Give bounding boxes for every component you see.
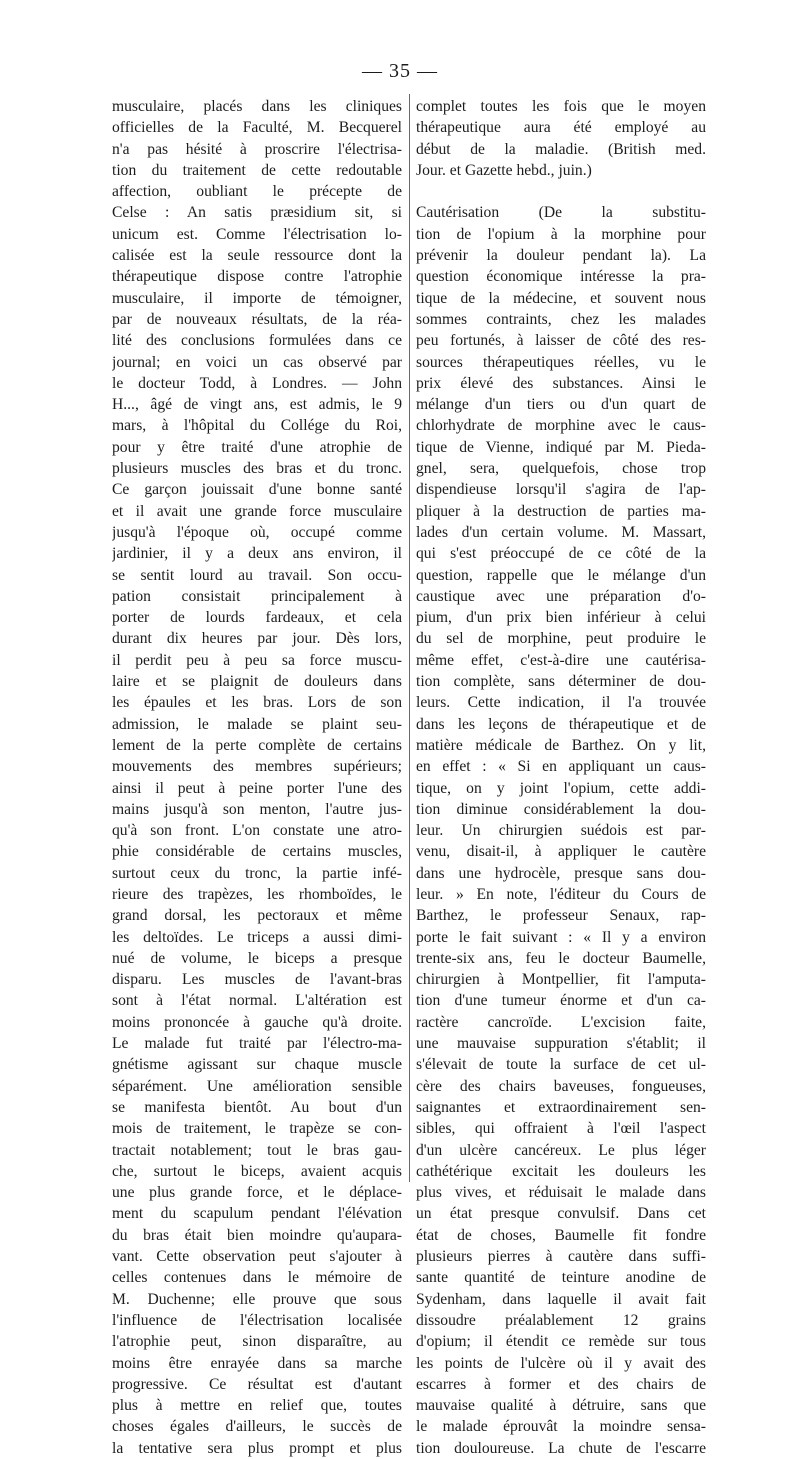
text-line: moins être enrayée dans sa marche	[112, 1354, 402, 1372]
text-line: la tentative sera plus prompt et plus	[112, 1439, 402, 1457]
text-line: tique de la médecine, et souvent nous	[416, 289, 706, 307]
text-line: sources thérapeutiques réelles, vu le	[416, 353, 706, 371]
text-line: un état presque convulsif. Dans cet	[416, 1205, 706, 1223]
text-line: moins prononcée à gauche qu'à droite.	[112, 1013, 402, 1031]
text-line: sont à l'état normal. L'altération est	[112, 992, 402, 1010]
text-line: même effet, c'est-à-dire une cautérisa-	[416, 651, 706, 669]
text-line: il perdit peu à peu sa force muscu-	[112, 651, 402, 669]
text-line: lades d'un certain volume. M. Massart,	[416, 523, 706, 541]
text-line: ractère cancroïde. L'excision faite,	[416, 1013, 706, 1031]
text-line: Ce garçon jouissait d'une bonne santé	[112, 481, 402, 499]
text-line: une mauvaise suppuration s'établit; il	[416, 1035, 706, 1053]
text-line: celles contenues dans le mémoire de	[112, 1269, 402, 1287]
text-line: surtout ceux du tronc, la partie infé-	[112, 864, 402, 882]
text-line: le docteur Todd, à Londres. — John	[112, 374, 402, 392]
text-line: venu, disait-il, à appliquer le cautère	[416, 843, 706, 861]
text-line: début de la maladie. (British med.	[416, 140, 706, 158]
text-line: les deltoïdes. Le triceps a aussi dimi-	[112, 928, 402, 946]
text-line: laire et se plaignit de douleurs dans	[112, 673, 402, 691]
text-line: leurs. Cette indication, il l'a trouvée	[416, 694, 706, 712]
column-divider	[409, 94, 410, 1182]
text-line: sante quantité de teinture anodine de	[416, 1269, 706, 1287]
text-line: d'opium; il étendit ce remède sur tous	[416, 1333, 706, 1351]
text-line: porte le fait suivant : « Il y a environ	[416, 928, 706, 946]
text-line	[416, 181, 706, 202]
text-line: musculaire, placés dans les cliniques	[112, 98, 402, 115]
text-line: jusqu'à l'époque où, occupé comme	[112, 523, 402, 541]
text-line: Celse : An satis præsidium sit, si	[112, 204, 402, 222]
text-line: tique de Vienne, indiqué par M. Pieda-	[416, 438, 706, 456]
text-line: phie considérable de certains muscles,	[112, 843, 402, 861]
text-line: ment du scapulum pendant l'élévation	[112, 1205, 402, 1223]
text-line: et il avait une grande force musculaire	[112, 502, 402, 520]
text-line: pation consistait principalement à	[112, 587, 402, 605]
text-line: choses égales d'ailleurs, le succès de	[112, 1418, 402, 1436]
text-line: tique, on y joint l'opium, cette addi-	[416, 779, 706, 797]
text-line: chlorhydrate de morphine avec le caus-	[416, 417, 706, 435]
text-line: disparu. Les muscles de l'avant-bras	[112, 971, 402, 989]
text-line: nué de volume, le biceps a presque	[112, 949, 402, 967]
text-line: musculaire, il importe de témoigner,	[112, 289, 402, 307]
text-line: lité des conclusions formulées dans ce	[112, 332, 402, 350]
text-line: l'influence de l'électrisation localisée	[112, 1311, 402, 1329]
text-line: n'a pas hésité à proscrire l'électrisa-	[112, 140, 402, 158]
text-line: pliquer à la destruction de parties ma-	[416, 502, 706, 520]
text-line: mains jusqu'à son menton, l'autre jus-	[112, 800, 402, 818]
text-line: Jour. et Gazette hebd., juin.)	[416, 161, 592, 179]
text-line: calisée est la seule ressource dont la	[112, 247, 402, 265]
text-line: progressive. Ce résultat est d'autant	[112, 1375, 402, 1393]
text-line: matière médicale de Barthez. On y lit,	[416, 736, 706, 754]
text-line: mauvaise qualité à détruire, sans que	[416, 1397, 706, 1415]
text-line: s'élevait de toute la surface de cet ul-	[416, 1056, 706, 1074]
left-column	[112, 96, 402, 1459]
text-line: officielles de la Faculté, M. Becquerel	[112, 119, 402, 137]
text-line: du sel de morphine, peut produire le	[416, 630, 706, 648]
text-line: caustique avec une préparation d'o-	[416, 587, 706, 605]
text-line: ainsi il peut à peine porter l'une des	[112, 779, 402, 797]
text-line: sibles, qui offraient à l'œil l'aspect	[416, 1120, 706, 1138]
text-line: l'atrophie peut, sinon disparaître, au	[112, 1333, 402, 1351]
text-line: plusieurs pierres à cautère dans suffi-	[416, 1248, 706, 1266]
text-line: affection, oubliant le précepte de	[112, 183, 402, 201]
text-line: grand dorsal, les pectoraux et même	[112, 907, 402, 925]
text-line: tion douloureuse. La chute de l'escarre	[416, 1439, 706, 1457]
text-line: dans les leçons de thérapeutique et de	[416, 715, 706, 733]
text-line: escarres à former et des chairs de	[416, 1375, 706, 1393]
text-line: du bras était bien moindre qu'aupara-	[112, 1226, 402, 1244]
text-line: cère des chairs baveuses, fongueuses,	[416, 1077, 706, 1095]
text-line: tion diminue considérablement la dou-	[416, 800, 706, 818]
text-line: se sentit lourd au travail. Son occu-	[112, 566, 402, 584]
text-line: vant. Cette observation peut s'ajouter à	[112, 1248, 402, 1266]
text-line: état de choses, Baumelle fit fondre	[416, 1226, 706, 1244]
text-line: unicum est. Comme l'électrisation lo-	[112, 225, 402, 243]
text-line: les épaules et les bras. Lors de son	[112, 694, 402, 712]
text-line: une plus grande force, et le déplace-	[112, 1184, 402, 1202]
text-line: leur. Un chirurgien suédois est par-	[416, 822, 706, 840]
text-line: par de nouveaux résultats, de la réa-	[112, 310, 402, 328]
text-line: saignantes et extraordinairement sen-	[416, 1098, 706, 1116]
right-column	[416, 96, 706, 1459]
text-line: prix élevé des substances. Ainsi le	[416, 374, 706, 392]
text-line: plusieurs muscles des bras et du tronc.	[112, 460, 402, 478]
text-line: durant dix heures par jour. Dès lors,	[112, 630, 402, 648]
text-line: plus vives, et réduisait le malade dans	[416, 1184, 706, 1202]
text-line: gnel, sera, quelquefois, chose trop	[416, 460, 706, 478]
text-line: mois de traitement, le trapèze se con-	[112, 1120, 402, 1138]
text-line: thérapeutique dispose contre l'atrophie	[112, 268, 402, 286]
text-line: sommes contraints, chez les malades	[416, 310, 706, 328]
text-line: tractait notablement; tout le bras gau-	[112, 1141, 402, 1159]
text-line: tion d'une tumeur énorme et d'un ca-	[416, 992, 706, 1010]
text-line: mélange d'un tiers ou d'un quart de	[416, 396, 706, 414]
text-line: dispendieuse lorsqu'il s'agira de l'ap-	[416, 481, 706, 499]
text-line: chirurgien à Montpellier, fit l'amputa-	[416, 971, 706, 989]
text-line: admission, le malade se plaint seu-	[112, 715, 402, 733]
text-line: question, rappelle que le mélange d'un	[416, 566, 706, 584]
text-line: Sydenham, dans laquelle il avait fait	[416, 1290, 706, 1308]
text-line: les points de l'ulcère où il y avait des	[416, 1354, 706, 1372]
text-line: rieure des trapèzes, les rhomboïdes, le	[112, 885, 402, 903]
text-line: dans une hydrocèle, presque sans dou-	[416, 864, 706, 882]
text-line: tion complète, sans déterminer de dou-	[416, 673, 706, 691]
text-line: mars, à l'hôpital du Collége du Roi,	[112, 417, 402, 435]
text-line: pium, d'un prix bien inférieur à celui	[416, 609, 706, 627]
text-line: plus à mettre en relief que, toutes	[112, 1397, 402, 1415]
text-line: qu'à son front. L'on constate une atro-	[112, 822, 402, 840]
text-line: jardinier, il y a deux ans environ, il	[112, 545, 402, 563]
text-line: che, surtout le biceps, avaient acquis	[112, 1162, 402, 1180]
text-line: tion de l'opium à la morphine pour	[416, 225, 706, 243]
text-line: H..., âgé de vingt ans, est admis, le 9	[112, 396, 402, 414]
page-number: — 35 —	[362, 60, 438, 82]
text-line: le malade éprouvât la moindre sensa-	[416, 1418, 706, 1436]
text-line: qui s'est préoccupé de ce côté de la	[416, 545, 706, 563]
text-line: Barthez, le professeur Senaux, rap-	[416, 907, 706, 925]
text-line: M. Duchenne; elle prouve que sous	[112, 1290, 402, 1308]
text-line: séparément. Une amélioration sensible	[112, 1077, 402, 1095]
text-line: question économique intéresse la pra-	[416, 268, 706, 286]
text-line: cathétérique excitait les douleurs les	[416, 1162, 706, 1180]
text-line: pour y être traité d'une atrophie de	[112, 438, 402, 456]
text-line: dissoudre préalablement 12 grains	[416, 1311, 706, 1329]
text-line: tion du traitement de cette redoutable	[112, 161, 402, 179]
text-line: complet toutes les fois que le moyen	[416, 98, 706, 115]
text-line: porter de lourds fardeaux, et cela	[112, 609, 402, 627]
text-line: prévenir la douleur pendant la). La	[416, 247, 706, 265]
text-line: leur. » En note, l'éditeur du Cours de	[416, 885, 706, 903]
text-line: d'un ulcère cancéreux. Le plus léger	[416, 1141, 706, 1159]
text-line: journal; en voici un cas observé par	[112, 353, 402, 371]
text-line: se manifesta bientôt. Au bout d'un	[112, 1098, 402, 1116]
text-line: peu fortunés, à laisser de côté des res-	[416, 332, 706, 350]
text-line: thérapeutique aura été employé au	[416, 119, 706, 137]
text-line: mouvements des membres supérieurs;	[112, 758, 402, 776]
text-line: Cautérisation (De la substitu-	[416, 204, 706, 222]
text-line: Le malade fut traité par l'électro-ma-	[112, 1035, 402, 1053]
text-line: trente-six ans, feu le docteur Baumelle,	[416, 949, 706, 967]
text-line: gnétisme agissant sur chaque muscle	[112, 1056, 402, 1074]
text-line: en effet : « Si en appliquant un caus-	[416, 758, 706, 776]
text-line: lement de la perte complète de certains	[112, 736, 402, 754]
